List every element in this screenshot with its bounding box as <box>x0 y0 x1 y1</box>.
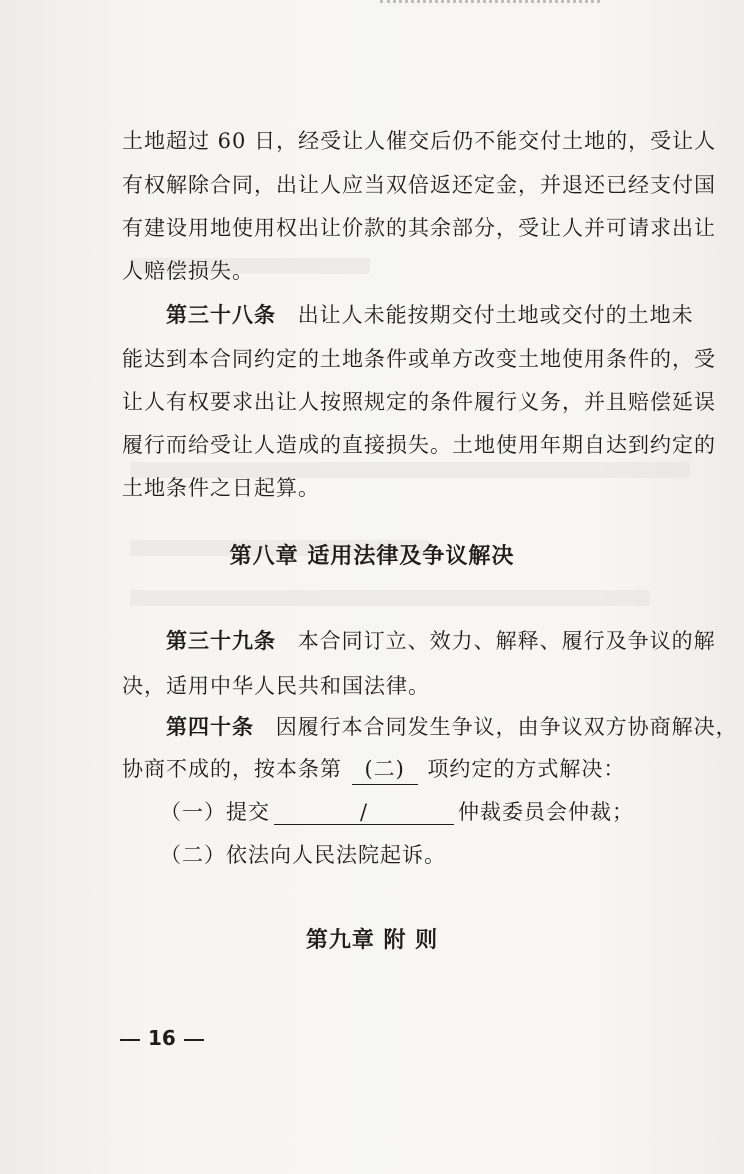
option-choice-field: (二) <box>352 754 418 785</box>
article-39-text: 本合同订立、效力、解释、履行及争议的解 <box>297 629 716 653</box>
article-40-first-line <box>166 712 738 742</box>
arbitration-committee-field: / <box>274 800 454 825</box>
option-1-suffix: 仲裁委员会仲裁； <box>458 800 634 824</box>
paragraph-line: 有权解除合同，出让人应当双倍返还定金，并退还已经支付国 <box>122 173 716 197</box>
paragraph-line: 人赔偿损失。 <box>122 259 254 283</box>
chapter-8-heading: 第八章 适用法律及争议解决 <box>229 544 515 569</box>
article-39-line: 决，适用中华人民共和国法律。 <box>122 674 430 698</box>
article-38-line: 履行而给受让人造成的直接损失。土地使用年期自达到约定的 <box>122 433 716 457</box>
chapter-9-heading: 第九章 附 则 <box>305 928 439 953</box>
article-38-label: 第三十八条 <box>166 302 276 327</box>
article-38-line: 土地条件之日起算。 <box>122 476 320 500</box>
article-40-label: 第四十条 <box>166 714 254 739</box>
article-39-first-line <box>166 626 716 656</box>
bleed-through <box>130 590 650 606</box>
article-40-second-line <box>122 754 625 785</box>
page-number <box>112 1024 212 1052</box>
article-38-line: 能达到本合同约定的土地条件或单方改变土地使用条件的，受 <box>122 347 716 371</box>
article-40-text-after: 项约定的方式解决： <box>427 757 626 781</box>
article-38-first-line <box>166 300 694 330</box>
article-40-text: 因履行本合同发生争议，由争议双方协商解决， <box>275 715 738 739</box>
page-number-value: 16 <box>148 1026 176 1050</box>
article-38-line: 让人有权要求出让人按照规定的条件履行义务，并且赔偿延误 <box>122 390 716 414</box>
paragraph-line: 有建设用地使用权出让价款的其余部分，受让人并可请求出让 <box>122 216 716 240</box>
article-40-text-before: 协商不成的，按本条第 <box>122 757 342 781</box>
option-2-line: （二）依法向人民法院起诉。 <box>160 843 446 867</box>
dash-right <box>184 1039 204 1041</box>
dash-left <box>120 1039 140 1041</box>
option-1-line <box>160 797 634 827</box>
article-38-text: 出让人未能按期交付土地或交付的土地未 <box>297 303 694 327</box>
scan-dots <box>380 0 600 9</box>
paragraph-line: 土地超过 60 日，经受让人催交后仍不能交付土地的，受让人 <box>122 129 717 153</box>
article-39-label: 第三十九条 <box>166 628 276 653</box>
option-1-prefix: （一）提交 <box>160 800 270 824</box>
